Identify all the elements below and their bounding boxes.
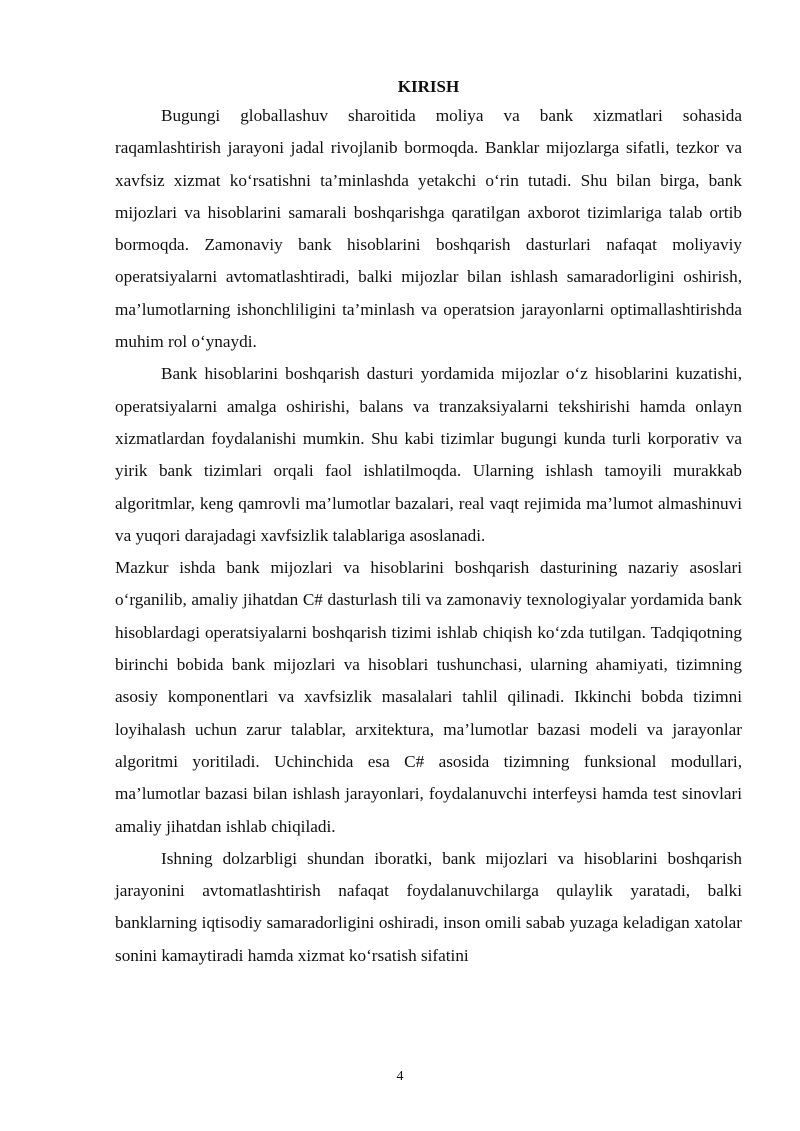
section-heading: KIRISH xyxy=(397,77,460,96)
page-number: 4 xyxy=(396,1069,404,1084)
document-page xyxy=(115,74,742,972)
paragraph-system-usage: Bank hisoblarini boshqarish dasturi yordamida mijozlar o‘z hisoblarini kuzatishi, operatsiyalarni amalga oshirishi, balans va tranzaksiyalarni tekshirishi hamda onlayn xizmatlardan foydalanishi mumkin. Shu kabi tizimlar bugungi kunda turli korporativ va yirik bank tizimlari orqali faol ishlatilmoqda. Ularning ishlash tamoyili murakkab algoritmlar, keng qamrovli ma’lumotlar bazalari, real vaqt rejimida ma’lumot almashinuvi va yuqori darajadagi xavfsizlik talablariga asoslanadi. xyxy=(115,364,742,545)
paragraph-work-structure: Mazkur ishda bank mijozlari va hisoblarini boshqarish dasturining nazariy asoslari o‘rganilib, amaliy jihatdan C# dasturlash tili va zamonaviy texnologiyalar yordamida bank hisoblardagi operatsiyalarni boshqarish tizimi ishlab chiqish ko‘zda tutilgan. Tadqiqotning birinchi bobida bank mijozlari va hisoblari tushunchasi, ularning ahamiyati, tizimning asosiy komponentlari va xavfsizlik masalalari tahlil qilinadi. Ikkinchi bobda tizimni loyihalash uchun zarur talablar, arxitektura, ma’lumotlar bazasi modeli va jarayonlar algoritmi yoritiladi. Uchinchida esa C# asosida tizimning funksional modullari, ma’lumotlar bazasi bilan ishlash jarayonlari, foydalanuvchi interfeysi hamda test sinovlari amaliy jihatdan ishlab chiqiladi. xyxy=(115,558,742,836)
paragraph-relevance: Ishning dolzarbligi shundan iboratki, bank mijozlari va hisoblarini boshqarish jarayonini avtomatlashtirish nafaqat foydalanuvchilarga qulaylik yaratadi, balki banklarning iqtisodiy samaradorligini oshiradi, inson omili sabab yuzaga keladigan xatolar sonini kamaytiradi hamda xizmat ko‘rsatish sifatini xyxy=(115,848,742,965)
paragraph-intro: Bugungi globallashuv sharoitida moliya va bank xizmatlari sohasida raqamlashtirish jarayoni jadal rivojlanib bormoqda. Banklar mijozlarga sifatli, tezkor va xavfsiz xizmat ko‘rsatishni ta’minlashda yetakchi o‘rin tutadi. Shu bilan birga, bank mijozlari va hisoblarini samarali boshqarishga qaratilgan axborot tizimlariga talab ortib bormoqda. Zamonaviy bank hisoblarini boshqarish dasturlari nafaqat moliyaviy operatsiyalarni avtomatlashtiradi, balki mijozlar bilan ishlash samaradorligini oshirish, ma’lumotlarning ishonchliligini ta’minlash va operatsion jarayonlarni optimallashtirishda muhim rol o‘ynaydi. xyxy=(115,106,742,352)
